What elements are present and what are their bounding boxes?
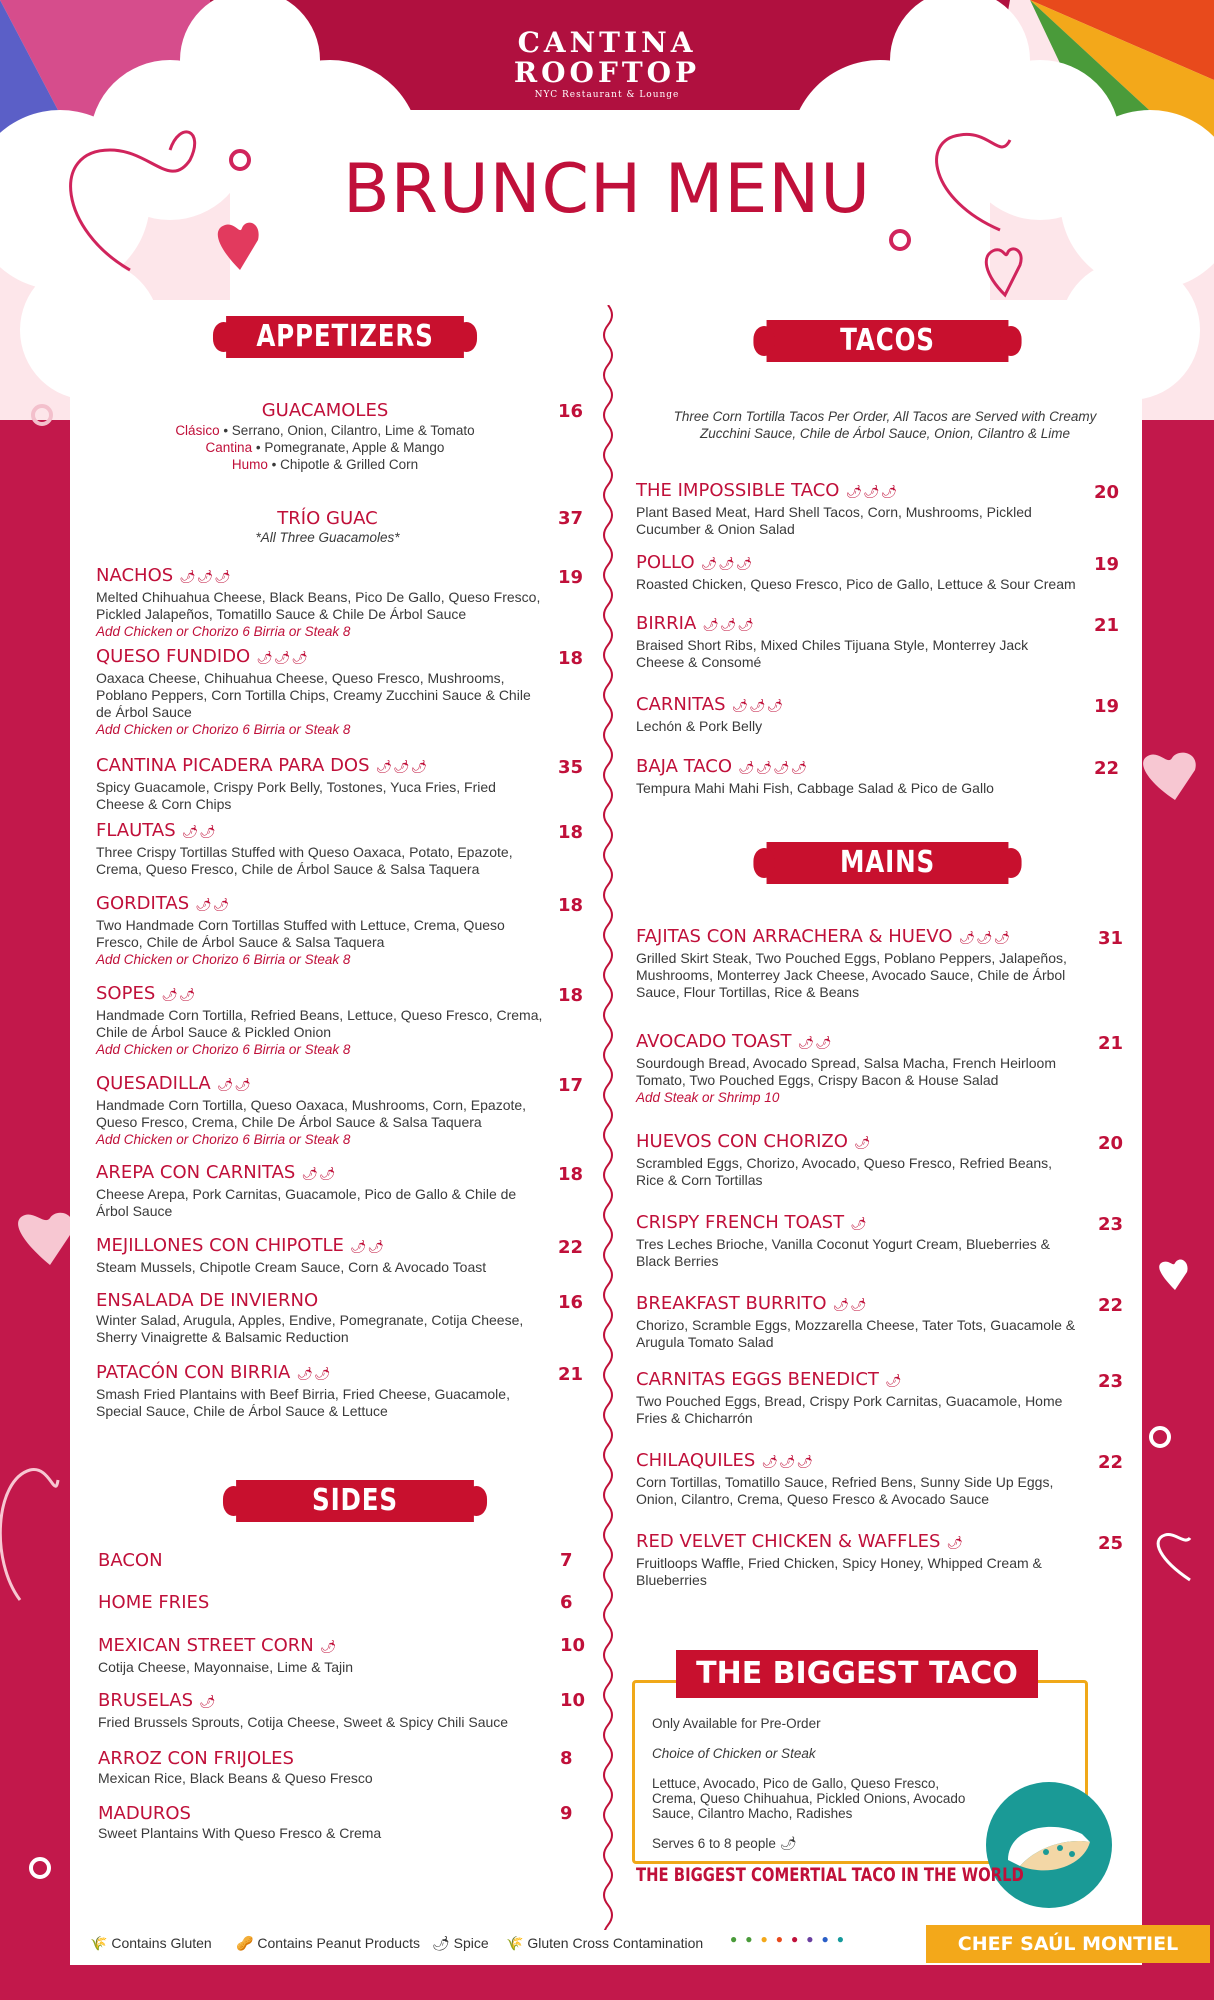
chili-icon: 🌶🌶 [349, 1240, 385, 1255]
item-price: 19 [558, 567, 584, 588]
chili-icon: 🌶 [432, 1935, 450, 1951]
chili-icon: 🌶🌶🌶 [731, 699, 785, 714]
item-name: RED VELVET CHICKEN & WAFFLES 🌶 [636, 1531, 964, 1552]
item-add-on: Add Chicken or Chorizo 6 Birria or Steak 8 [96, 722, 351, 737]
item-description: Cheese Arepa, Pork Carnitas, Guacamole, Pico de Gallo & Chile de Árbol Sauce [96, 1186, 517, 1219]
item-name: AREPA CON CARNITAS 🌶🌶 [96, 1162, 337, 1183]
item-name: CARNITAS 🌶🌶🌶 [636, 694, 785, 715]
item-name: QUESADILLA 🌶🌶 [96, 1073, 252, 1094]
item-description: Roasted Chicken, Queso Fresco, Pico de Gallo, Lettuce & Sour Cream [636, 576, 1076, 592]
chili-icon: 🌶🌶 [161, 988, 197, 1003]
menu-item [98, 1803, 548, 1842]
item-price: 17 [558, 1075, 584, 1096]
gluten-icon: 🌾 [506, 1935, 524, 1951]
item-description: Plant Based Meat, Hard Shell Tacos, Corn, Mushrooms, Pickled Cucumber & Onion Salad [636, 504, 1032, 537]
chili-icon: 🌶🌶 [832, 1298, 868, 1313]
item-description: Handmade Corn Tortilla, Refried Beans, Lettuce, Queso Fresco, Crema, Chile de Árbol Sauce & Pickled Onion [96, 1007, 543, 1040]
chili-icon: 🌶🌶 [216, 1078, 252, 1093]
menu-item [636, 1131, 1076, 1189]
item-name: TRÍO GUAC [277, 508, 378, 529]
item-add-on: Add Chicken or Chorizo 6 Birria or Steak 8 [96, 1132, 351, 1147]
item-price: 10 [560, 1690, 586, 1711]
chili-icon: 🌶🌶 [296, 1367, 332, 1382]
menu-item [96, 1290, 546, 1346]
menu-item [636, 480, 1076, 538]
item-name: ENSALADA DE INVIERNO [96, 1290, 319, 1311]
item-name: HUEVOS CON CHORIZO 🌶 [636, 1131, 872, 1152]
chili-icon: 🌶🌶🌶 [375, 760, 429, 775]
item-name: POLLO 🌶🌶🌶 [636, 552, 754, 573]
mains-heading: MAINS [767, 842, 1009, 884]
chili-icon: 🌶 [946, 1536, 964, 1551]
item-description: Tempura Mahi Mahi Fish, Cabbage Salad & Pico de Gallo [636, 780, 994, 796]
item-name: QUESO FUNDIDO 🌶🌶🌶 [96, 646, 309, 667]
item-description: Chorizo, Scramble Eggs, Mozzarella Cheese, Tater Tots, Guacamole & Arugula Tomato Salad [636, 1317, 1076, 1350]
menu-item [636, 552, 1076, 593]
item-name: BREAKFAST BURRITO 🌶🌶 [636, 1293, 868, 1314]
item-name: CARNITAS EGGS BENEDICT 🌶 [636, 1369, 903, 1390]
menu-item [96, 646, 546, 738]
item-add-on: Add Steak or Shrimp 10 [636, 1090, 780, 1105]
color-dots: ●●●●●●●● [730, 1932, 852, 1946]
biggest-taco-heading: THE BIGGEST TACO $80 [676, 1650, 1038, 1698]
item-price: 22 [1098, 1452, 1124, 1473]
item-price: 8 [560, 1748, 573, 1769]
item-description: Winter Salad, Arugula, Apples, Endive, Pomegranate, Cotija Cheese, Sherry Vinaigrette & Balsamic Reduction [96, 1312, 524, 1345]
restaurant-logo [440, 28, 774, 98]
item-price: 18 [558, 1164, 584, 1185]
chili-icon: 🌶 [199, 1695, 217, 1710]
item-name: NACHOS 🌶🌶🌶 [96, 565, 232, 586]
menu-item [636, 1212, 1076, 1270]
chili-icon: 🌶🌶🌶 [702, 618, 755, 633]
item-description: Fruitloops Waffle, Fried Chicken, Spicy Honey, Whipped Cream & Blueberries [636, 1555, 1042, 1588]
item-description: Braised Short Ribs, Mixed Chiles Tijuana Style, Monterrey Jack Cheese & Consomé [636, 637, 1029, 670]
chili-icon: 🌶🌶 [301, 1167, 337, 1182]
menu-item [636, 694, 1076, 735]
item-name: PATACÓN CON BIRRIA 🌶🌶 [96, 1362, 332, 1383]
item-name: CANTINA PICADERA PARA DOS 🌶🌶🌶 [96, 755, 429, 776]
item-name: BRUSELAS 🌶 [98, 1690, 217, 1711]
legend-cross-contamination [506, 1935, 703, 1952]
biggest-taco-tagline: THE BIGGEST COMERTIAL TACO IN THE WORLD [636, 1864, 1024, 1886]
item-price: 22 [558, 1237, 584, 1258]
item-price: 19 [1094, 554, 1120, 575]
item-price: 18 [558, 822, 584, 843]
item-price: 18 [558, 985, 584, 1006]
menu-item [96, 1362, 546, 1420]
chili-icon: 🌶🌶🌶 [179, 570, 232, 585]
biggest-taco-line: Serves 6 to 8 people 🌶 [652, 1836, 797, 1851]
gluten-icon: 🌾 [90, 1935, 108, 1951]
menu-item [96, 565, 546, 640]
chili-icon: 🌶🌶 [797, 1036, 833, 1051]
item-description: Tres Leches Brioche, Vanilla Coconut Yogurt Cream, Blueberries & Black Berries [636, 1236, 1050, 1269]
menu-item [98, 1690, 548, 1731]
item-name: CHILAQUILES 🌶🌶🌶 [636, 1450, 814, 1471]
item-name: CRISPY FRENCH TOAST 🌶 [636, 1212, 868, 1233]
item-description: Grilled Skirt Steak, Two Pouched Eggs, Poblano Peppers, Jalapeños, Mushrooms, Monterrey Jack Cheese, Avocado Sauce, Chile de Árbol Sauce, Flour Tortillas, Rice & Beans [636, 950, 1067, 1000]
item-price: 25 [1098, 1533, 1124, 1554]
guac-line: Clásico • Serrano, Onion, Cilantro, Lime & Tomato [175, 423, 475, 438]
menu-item [96, 983, 546, 1058]
item-name: BIRRIA 🌶🌶🌶 [636, 613, 755, 634]
chili-icon: 🌶🌶 [181, 825, 217, 840]
item-name: GORDITAS 🌶🌶 [96, 893, 231, 914]
legend-label: Gluten Cross Contamination [527, 1935, 704, 1951]
biggest-taco-line: Lettuce, Avocado, Pico de Gallo, Queso Fresco, Crema, Queso Chihuahua, Pickled Onions, Avocado Sauce, Cilantro Macho, Radishes [652, 1776, 966, 1821]
item-price: 9 [560, 1803, 573, 1824]
legend-label: Contains Gluten [111, 1935, 212, 1951]
item-price: 6 [560, 1592, 573, 1613]
item-name: ARROZ CON FRIJOLES [98, 1748, 294, 1769]
logo-line-1: CANTINA [517, 26, 697, 59]
chili-icon: 🌶🌶🌶 [845, 485, 898, 500]
tacos-heading: TACOS [767, 320, 1009, 362]
item-price: 18 [558, 648, 584, 669]
menu-item [98, 1748, 548, 1787]
item-description: Mexican Rice, Black Beans & Queso Fresco [98, 1770, 373, 1786]
item-name: MEXICAN STREET CORN 🌶 [98, 1635, 338, 1656]
item-description: Three Crispy Tortillas Stuffed with Queso Oaxaca, Potato, Epazote, Crema, Queso Fresco, Chile de Árbol Sauce & Salsa Taquera [96, 844, 513, 877]
item-price: 16 [558, 1292, 584, 1313]
menu-item [98, 1592, 548, 1614]
item-description: Spicy Guacamole, Crispy Pork Belly, Tostones, Yuca Fries, Fried Cheese & Corn Chips [96, 779, 496, 812]
taco-icon [986, 1782, 1112, 1908]
item-name: AVOCADO TOAST 🌶🌶 [636, 1031, 833, 1052]
item-price: 22 [1094, 758, 1120, 779]
item-name: BAJA TACO 🌶🌶🌶🌶 [636, 756, 809, 777]
item-description: Fried Brussels Sprouts, Cotija Cheese, Sweet & Spicy Chili Sauce [98, 1714, 509, 1730]
menu-item [636, 756, 1076, 797]
chili-icon: 🌶 [884, 1374, 903, 1389]
item-price: 19 [1094, 696, 1120, 717]
item-description: Two Pouched Eggs, Bread, Crispy Pork Carnitas, Guacamole, Home Fries & Chicharrón [636, 1393, 1063, 1426]
item-price: 22 [1098, 1295, 1124, 1316]
trio-guac-item [200, 508, 455, 545]
item-price: 23 [1098, 1371, 1124, 1392]
item-description: Sweet Plantains With Queso Fresco & Crema [98, 1825, 382, 1841]
guac-line: Humo • Chipotle & Grilled Corn [231, 457, 419, 472]
chili-icon: 🌶🌶 [195, 898, 231, 913]
menu-item [98, 1635, 548, 1676]
item-add-on: Add Chicken or Chorizo 6 Birria or Steak 8 [96, 952, 351, 967]
item-add-on: Add Chicken or Chorizo 6 Birria or Steak 8 [96, 624, 351, 639]
item-price: 20 [1094, 482, 1120, 503]
item-name: FLAUTAS 🌶🌶 [96, 820, 217, 841]
item-description: Corn Tortillas, Tomatillo Sauce, Refried Bens, Sunny Side Up Eggs, Onion, Cilantro, Crema, Queso Fresco & Avocado Sauce [636, 1474, 1054, 1507]
item-price: 23 [1098, 1214, 1124, 1235]
legend-peanut [236, 1935, 420, 1952]
menu-item [636, 1031, 1076, 1106]
page-title: BRUNCH MENU [342, 150, 872, 229]
item-price: 21 [1094, 615, 1120, 636]
chili-icon: 🌶🌶🌶 [700, 557, 754, 572]
item-description: Sourdough Bread, Avocado Spread, Salsa Macha, French Heirloom Tomato, Two Pouched Eggs, Crispy Bacon & House Salad [636, 1055, 1056, 1088]
item-description: Lechón & Pork Belly [636, 718, 763, 734]
item-name: HOME FRIES [98, 1592, 210, 1613]
chili-icon: 🌶🌶🌶🌶 [738, 761, 809, 776]
chili-icon: 🌶 [853, 1136, 872, 1151]
item-price: 20 [1098, 1133, 1124, 1154]
tacos-note: Three Corn Tortilla Tacos Per Order, All Tacos are Served with Creamy Zucchini Sauce, Chile de Árbol Sauce, Onion, Cilantro & Lime [673, 409, 1097, 441]
menu-item [636, 1531, 1076, 1589]
menu-item [636, 1369, 1076, 1427]
item-name: GUACAMOLES [261, 400, 389, 421]
menu-item [96, 820, 546, 878]
item-description: Handmade Corn Tortilla, Queso Oaxaca, Mushrooms, Corn, Epazote, Queso Fresco, Crema, Chile De Árbol Sauce & Salsa Taquera [96, 1097, 527, 1130]
chili-icon: 🌶🌶🌶 [256, 651, 309, 666]
item-price: 18 [558, 895, 584, 916]
item-price: 16 [558, 401, 584, 422]
item-description: Melted Chihuahua Cheese, Black Beans, Pico De Gallo, Queso Fresco, Pickled Jalapeños, Tomatillo Sauce & Chile De Árbol Sauce [96, 589, 541, 622]
guacamoles-item [150, 400, 500, 473]
item-name: FAJITAS CON ARRACHERA & HUEVO 🌶🌶🌶 [636, 926, 1012, 947]
chili-icon: 🌶🌶🌶 [761, 1455, 814, 1470]
column-divider [598, 305, 618, 1930]
item-note: *All Three Guacamoles* [255, 530, 400, 545]
menu-item [96, 893, 546, 968]
menu-item [636, 613, 1076, 671]
logo-tagline: NYC Restaurant & Lounge [534, 90, 680, 100]
menu-item [636, 1293, 1076, 1351]
menu-item [96, 1162, 546, 1220]
item-price: 31 [1098, 928, 1124, 949]
appetizers-heading: APPETIZERS [226, 316, 464, 358]
sides-heading: SIDES [236, 1480, 474, 1522]
chili-icon: 🌶 [319, 1640, 338, 1655]
menu-item [636, 926, 1076, 1001]
legend-spice [432, 1935, 489, 1952]
item-name: SOPES 🌶🌶 [96, 983, 197, 1004]
item-name: BACON [98, 1550, 163, 1571]
item-name: THE IMPOSSIBLE TACO 🌶🌶🌶 [636, 480, 898, 501]
chili-icon: 🌶 [850, 1217, 868, 1232]
item-description: Two Handmade Corn Tortillas Stuffed with Lettuce, Crema, Queso Fresco, Chile de Árbol Sauce & Salsa Taquera [96, 917, 505, 950]
menu-item [636, 1450, 1076, 1508]
peanut-icon: 🥜 [236, 1935, 254, 1951]
menu-item [96, 1235, 546, 1276]
item-price: 7 [560, 1550, 573, 1571]
menu-item [98, 1550, 548, 1572]
item-name: MEJILLONES CON CHIPOTLE 🌶🌶 [96, 1235, 385, 1256]
chili-icon: 🌶🌶🌶 [958, 931, 1012, 946]
biggest-taco-line: Only Available for Pre-Order [652, 1716, 821, 1731]
item-description: Steam Mussels, Chipotle Cream Sauce, Corn & Avocado Toast [96, 1259, 487, 1275]
logo-line-2: ROOFTOP [513, 56, 701, 89]
legend-label: Contains Peanut Products [257, 1935, 420, 1951]
menu-item [96, 1073, 546, 1148]
item-add-on: Add Chicken or Chorizo 6 Birria or Steak 8 [96, 1042, 351, 1057]
item-description: Oaxaca Cheese, Chihuahua Cheese, Queso Fresco, Mushrooms, Poblano Peppers, Corn Tortilla Chips, Creamy Zucchini Sauce & Chile de Árbol Sauce [96, 670, 531, 720]
item-price: 21 [1098, 1033, 1124, 1054]
chef-name: CHEF SAÚL MONTIEL [926, 1925, 1210, 1963]
item-description: Smash Fried Plantains with Beef Birria, Fried Cheese, Guacamole, Special Sauce, Chile de Árbol Sauce & Lettuce [96, 1386, 510, 1419]
item-description: Cotija Cheese, Mayonnaise, Lime & Tajin [98, 1659, 353, 1675]
item-price: 37 [558, 508, 584, 529]
item-price: 10 [560, 1635, 586, 1656]
guac-line: Cantina • Pomegranate, Apple & Mango [205, 440, 445, 455]
item-description: Scrambled Eggs, Chorizo, Avocado, Queso Fresco, Refried Beans, Rice & Corn Tortillas [636, 1155, 1053, 1188]
item-name: MADUROS [98, 1803, 191, 1824]
biggest-taco-line: Choice of Chicken or Steak [652, 1746, 816, 1761]
legend-label: Spice [453, 1935, 489, 1951]
legend-gluten [90, 1935, 212, 1952]
menu-item [96, 755, 546, 813]
item-price: 35 [558, 757, 584, 778]
item-price: 21 [558, 1364, 584, 1385]
